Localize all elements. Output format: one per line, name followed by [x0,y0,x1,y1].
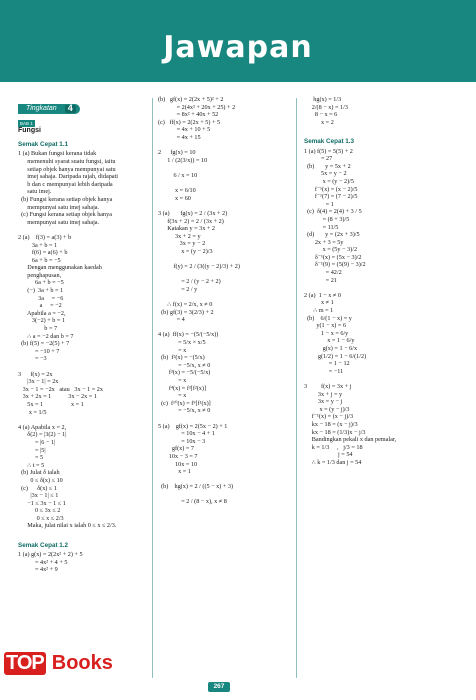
answer-line: Dengan menggunakan kaedah [18,264,102,272]
answer-line: (b) gf(3) = 3(2/3) + 2 [158,308,214,316]
answer-line: = 2 / y [158,285,198,293]
answer-line: x = (5y − 3)/2 [304,246,358,254]
answer-line: (b) hg(x) = 2 / ((5 − x) + 3) [158,483,234,491]
answer-line: f⁻¹(7) = (7 − 2)/5 [304,193,358,201]
chapter-tag: BAB 1 [20,120,33,126]
answer-line: = x [158,346,187,354]
answer-line: 2 fg(x) = 10 [158,149,196,157]
answer-line [158,142,286,150]
answer-line: 1 (a) g(x) = 2(2x² + 2) + 5 [18,551,83,559]
answer-line: δ⁻¹(x) = (5x − 3)/2 [304,253,362,261]
answer-line: imej sahaja. Daripada rajah, didapati [18,173,118,181]
answer-line: = 2(4x² + 20x + 25) + 2 [158,103,236,111]
section-heading: Semak Cepat 1.3 [304,137,355,145]
answer-line: k = 1/3 , j/3 = 18 [304,443,363,451]
answer-line [158,415,286,423]
answer-line: g(x) = 1 − 6/x [304,345,358,352]
answer-line: g(1/2) = 1 − 6/(1/2) [304,352,367,360]
answer-line: 4 (a) Apabila x = 2, [18,423,67,431]
answer-line: 6a + b = −5 [18,256,61,264]
answer-line: = |5| [18,446,46,454]
answer-line: = −10 + 7 [18,347,60,355]
answer-line: = 5 [18,454,44,462]
answer-line: (b) 6/(1 − x) = y [304,314,352,322]
answer-line: = 2 / (8 − x), x ≠ 8 [158,498,227,506]
column-1-lines [18,141,150,574]
answer-line [158,255,286,263]
answer-line: −1 ≤ 3x − 1 ≤ 1 [18,499,66,507]
answer-line: = 4x² + 9 [18,566,58,574]
answer-line: = 27 [304,155,333,163]
answer-line: Bandingkan pekali x dan pemalar, [304,436,397,444]
answer-line: 0 ≤ δ(x) ≤ 10 [18,476,63,484]
answer-line [158,491,286,499]
answer-line: δ⁻¹(9) = (5(9) − 3)/2 [304,261,366,269]
answer-line: 3x − 1 = −2x atau 3x − 1 = 2x [18,385,103,393]
answer-line: = 1 − 12 [304,360,350,368]
answer-line: x = 1/5 [18,408,47,416]
answer-line: f⁴(x) = f³[f²(x)] [158,384,207,392]
answer-line: (b) Julat δ ialah [18,469,60,477]
answer-line: |3x − 1| = 2x [18,378,59,386]
answer-line [158,324,286,332]
answer-line: (c) Fungsi kerana setiap objek hanya [18,211,112,219]
answer-line: 1 − x = 6/y [304,329,349,337]
answer-column-1 [18,96,150,574]
answer-line: f³(x) = −5/(−5/x) [158,369,211,377]
answer-line: 5 (a) gf(x) = 2(5x − 2) + 1 [158,422,228,430]
column-2-lines [158,96,286,506]
answer-line: = 4x + 10 + 5 [158,126,211,134]
answer-line: 10x − 3 = 7 [158,452,198,460]
answer-line: = (8 + 3)/5 [304,215,350,223]
answer-line: j = 54 [304,451,353,459]
answer-line [158,271,286,279]
answer-line [304,375,454,383]
answer-line: gf(x) = 7 [158,445,194,453]
answer-line: = x [158,376,187,384]
answer-line: = 1 [304,200,334,208]
answer-line: satu imej. [18,188,52,196]
tingkatan-badge [18,104,80,114]
answer-line: f(6) = a(6) + b [18,249,68,257]
answer-line: (d) y = (2x + 3)/5 [304,231,360,239]
answer-line: penghapusan, [18,271,62,279]
page-number: 267 [208,682,230,692]
answer-line: setiap objek hanya mempunyai satu [18,165,116,173]
answer-line: 0 ≤ 3x ≤ 2 [18,507,61,515]
answer-line [158,293,286,301]
answer-line: = 10x − 3 [158,437,206,445]
answer-line: x = 1 − 6/y [304,337,355,345]
answer-line: ∴ f(x) = 2/x, x ≠ 0 [158,301,213,309]
answer-line: a = −2 [18,302,62,310]
column-3-lines [304,96,454,467]
page-title: Jawapan [163,30,313,65]
answer-line: = −5/x, x ≠ 0 [158,407,211,415]
header-banner [0,0,476,82]
answer-line: 3a = −6 [18,294,64,302]
answer-line: f⁻¹(x) = (x − 2)/5 [304,185,358,193]
answer-line: Maka, julat nilai x ialah 0 ≤ x ≤ 2/3. [18,522,117,530]
answer-line: x = (y − j)/3 [304,405,350,413]
answer-line: x = 60 [158,194,191,202]
answer-line: 8 − x = 6 [304,111,338,119]
answer-line: (c) ff(x) = 2(2x + 5) + 5 [158,118,221,126]
logo-top: TOP [6,652,44,674]
answer-line: memenuhi syarat suatu fungsi, iaitu [18,157,116,165]
answer-line: (b) y = 5x + 2 [304,162,351,170]
answer-line: x = (y − 2)/3 [158,247,213,255]
answer-line: = −3 [18,355,47,363]
answer-line: x = (y − 2)/5 [304,177,354,185]
answer-line: = 21 [304,276,337,284]
answer-line: f⁻¹(x) = (x − j)/3 [304,413,354,421]
answer-line: = 11/5 [304,223,339,231]
chapter-title: Fungsi [18,127,41,135]
answer-line: (c) f¹⁰(x) = f⁹[f¹(x)] [158,399,211,407]
answer-line: 3a + b = 1 [18,241,58,249]
answer-line: (−) 3a + b = 1 [18,287,64,295]
answer-line: ∴ t = 5 [18,461,45,469]
answer-line: 3x = y − 2 [158,240,206,248]
answer-line: 1 (a) Bukan fungsi kerana tidak [18,150,97,158]
answer-line: b = 7 [18,325,58,333]
answer-line: 2 (a) f(3) = a(3) + b [18,233,72,241]
answer-line: = 10x − 4 + 1 [158,430,215,438]
answer-line [158,476,286,484]
answer-line [304,284,454,292]
answer-line: x ≠ 1 [304,299,334,307]
answer-line: x = 1 [158,468,191,476]
answer-line: x = 2 [304,118,334,126]
topbooks-logo [4,652,113,675]
answer-line: 6 / x = 10 [158,171,198,179]
answer-line [158,164,286,172]
answer-line: 3x + 2x = 1 3x − 2x = 1 [18,393,97,401]
section-heading: Semak Cepat 1.2 [18,541,69,549]
answer-line: |3x − 1| ≤ 1 [18,492,59,500]
answer-line: Apabila a = −2, [18,309,66,317]
answer-line: = 5/x × x/5 [158,339,206,346]
answer-line: f(3x + 2) = 2 / (3x + 2) [158,217,224,225]
answer-line: 3x = y − j [304,398,343,406]
answer-line: (c) δ(x) ≤ 1 [18,484,57,492]
answer-line: 1 (a) f(5) = 5(5) + 2 [304,147,353,155]
answer-line: kx − 18 = (1/3)x − j/3 [304,428,366,436]
answer-line [18,416,150,424]
answer-line: = 8x² + 40x + 52 [158,111,219,119]
answer-line: ∴ k = 1/3 dan j = 54 [304,458,362,466]
answer-line: = 4x² + 4 + 5 [18,558,68,566]
answer-line: 3x + 2 = y [158,232,201,240]
answer-line: ∴ m = 1 [304,307,334,315]
answer-line: y(1 − x) = 6 [304,322,347,330]
answer-line: 1 / (2(3/x)) = 10 [158,156,208,164]
answer-line: hg(x) = 1/3 [304,96,342,103]
answer-line: 6a + b = −5 [18,279,64,287]
answer-line: 0 ≤ x ≤ 2/3 [18,514,64,522]
answer-column-2 [158,96,286,506]
answer-line: 3 f(x) = 3x + j [304,382,352,390]
tingkatan-number: 4 [65,105,76,113]
answer-line: = |6 − 1| [18,438,56,446]
answer-line: 2/(8 − x) = 1/3 [304,103,348,111]
answer-line: 2 (a) 1 − x ≠ 0 [304,291,341,299]
answer-line: 3 (a) fg(x) = 2 / (3x + 2) [158,209,228,217]
answer-line [18,226,150,234]
answer-line: = 4x + 15 [158,133,201,141]
answer-line: = 4 [158,316,185,324]
answer-line: 5x = 1 x = 1 [18,400,84,408]
answer-line: (b) f(5) = −2(5) + 7 [18,340,70,348]
answer-line [304,126,454,134]
answer-line: mempunyai satu imej sahaja. [18,218,100,226]
answer-line: f(y) = 2 / (3((y − 2)/3) + 2) [158,263,240,271]
answer-line: 3x + j = y [304,390,343,398]
answer-line: Katakan y = 3x + 2 [158,225,215,233]
answer-line: 2x + 3 = 5y [304,238,344,246]
answer-line: = 2 / (y − 2 + 2) [158,278,221,286]
answer-line: (b) Fungsi kerana setiap objek hanya [18,195,113,203]
answer-line: δ(2) = |3(2) − 1| [18,431,67,439]
answer-line [158,202,286,210]
answer-line: = x [158,392,187,400]
answer-line [18,530,150,538]
answer-column-3 [304,96,454,467]
answer-line: (b) f²(x) = −(5/x) [158,354,205,362]
answer-line [18,363,150,371]
logo-books: Books [51,652,113,674]
answer-line: b dan c mempunyai lebih daripada [18,180,113,188]
section-heading: Semak Cepat 1.1 [18,140,69,148]
answer-line: (c) δ(4) = 2(4) + 3 / 5 [304,208,362,216]
answer-line: 10x = 10 [158,460,198,468]
answer-line: x = 6/10 [158,187,196,195]
answer-line: 3 f(x) = 2x [18,370,53,378]
column-divider [152,98,153,678]
column-divider [296,98,297,678]
answer-line [158,180,286,188]
answer-line: mempunyai satu imej sahaja. [18,203,100,211]
answer-line: (b) gf(x) = 2(2x + 5)² + 2 [158,96,224,103]
answer-line: 3(−2) + b = 1 [18,317,66,325]
answer-line: = −11 [304,367,344,375]
tingkatan-label: Tingkatan [26,105,57,112]
answer-line: 5x = y − 2 [304,170,347,178]
answer-line: ∴ a = −2 dan b = 7 [18,332,74,340]
answer-line: kx − 18 = (x − j)/3 [304,420,358,428]
answer-line: 4 (a) ff(x) = −(5/(−5/x)) [158,331,219,339]
answer-line: = −5/x, x ≠ 0 [158,361,211,369]
answer-line: = 42/2 [304,269,342,277]
